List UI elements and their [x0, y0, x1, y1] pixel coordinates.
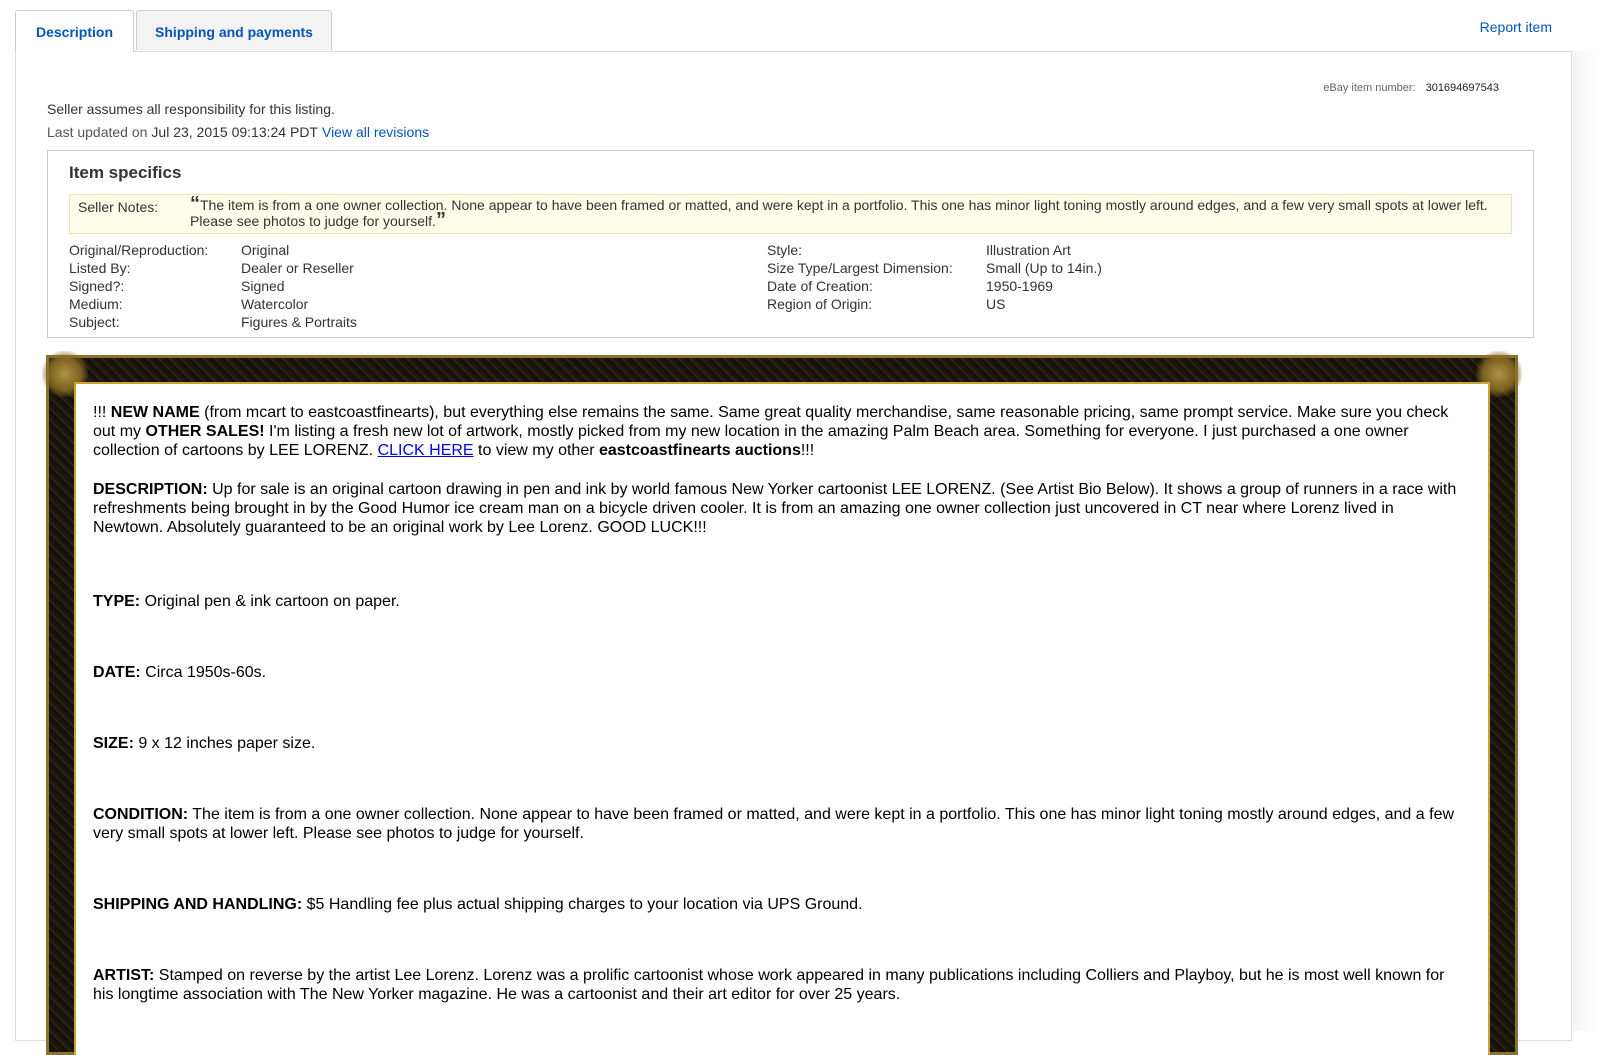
seller-responsibility-text: Seller assumes all responsibility for this listing.	[47, 101, 335, 117]
item-number-label: eBay item number:	[1323, 82, 1416, 94]
item-number	[1323, 82, 1499, 94]
date-section	[93, 663, 1463, 682]
last-updated-label: Last updated on	[47, 124, 148, 140]
section-label: ARTIST:	[93, 967, 155, 984]
spec-key: Listed By:	[69, 260, 131, 276]
spec-row	[69, 295, 669, 313]
section-label: SIZE:	[93, 735, 134, 752]
seller-description-content	[74, 382, 1490, 1055]
spec-row	[767, 295, 1467, 313]
spec-value: Illustration Art	[986, 242, 1071, 258]
spec-value: Signed	[241, 278, 285, 294]
seller-notes-value: The item is from a one owner collection. None appear to have been framed or matted, and were kept in a portfolio. This one has minor light toning mostly around edges, and a few very small spots at lower left. Please see photos to judge for yourself.	[190, 197, 1488, 229]
ornate-frame	[46, 355, 1518, 1055]
spec-key: Style:	[767, 242, 803, 258]
size-section	[93, 734, 1463, 753]
description-section	[93, 480, 1463, 537]
section-label: CONDITION:	[93, 806, 189, 823]
spec-key: Date of Creation:	[767, 278, 873, 294]
section-label: DATE:	[93, 664, 141, 681]
spec-key: Subject:	[69, 314, 120, 330]
spec-key: Size Type/Largest Dimension:	[767, 260, 953, 276]
last-updated	[47, 124, 429, 140]
shipping-section	[93, 895, 1463, 914]
last-updated-date: Jul 23, 2015 09:13:24 PDT	[151, 124, 318, 140]
section-text: 9 x 12 inches paper size.	[133, 735, 316, 752]
auctions-text: eastcoastfinearts auctions	[598, 442, 801, 459]
item-number-value: 301694697543	[1425, 82, 1499, 94]
open-quote-icon: “	[190, 193, 200, 215]
other-sales-text: OTHER SALES!	[145, 423, 265, 440]
spec-value: Original	[241, 242, 290, 258]
condition-section	[93, 805, 1463, 843]
spec-row	[767, 259, 1467, 277]
section-text: Stamped on reverse by the artist Lee Lorenz. Lorenz was a prolific cartoonist whose work appeared in many publications including Colliers and Playboy, but he is most well known for his longtime association with The New Yorker magazine. He was a cartoonist and their art editor for over 25 years.	[93, 967, 1445, 1003]
spec-value: Dealer or Reseller	[241, 260, 354, 276]
panel-shadow	[1572, 51, 1600, 1031]
section-text: Up for sale is an original cartoon drawing in pen and ink by world famous New Yorker cartoonist LEE LORENZ. (See Artist Bio Below). It shows a group of runners in a race with refreshments being brought in by the Good Humor ice cream man on a bicycle driven cooler. It is from an amazing one owner collection just uncovered in CT near where Lorenz lived in Newtown. Absolutely guaranteed to be an original work by Lee Lorenz. GOOD LUCK!!!	[93, 481, 1457, 536]
tab-description[interactable]: Description	[15, 10, 134, 52]
spec-key: Signed?:	[69, 278, 125, 294]
section-text: $5 Handling fee plus actual shipping charges to your location via UPS Ground.	[302, 896, 863, 913]
close-quote-icon: ”	[435, 209, 446, 231]
spec-value: US	[986, 296, 1006, 312]
seller-notes-box	[69, 194, 1512, 234]
section-label: TYPE:	[93, 593, 141, 610]
spec-row	[69, 259, 669, 277]
artist-section	[93, 966, 1463, 1004]
spec-row	[767, 241, 1467, 259]
spec-row	[767, 277, 1467, 295]
spec-row	[69, 313, 669, 331]
spec-row	[69, 241, 669, 259]
spec-key: Region of Origin:	[767, 296, 873, 312]
seller-notes-text	[190, 193, 1490, 231]
seller-notes-label: Seller Notes:	[78, 199, 159, 215]
section-text: Original pen & ink cartoon on paper.	[140, 593, 400, 610]
tab-shipping-and-payments[interactable]: Shipping and payments	[136, 10, 332, 50]
view-all-revisions-link[interactable]: View all revisions	[321, 124, 430, 140]
spec-value: Watercolor	[241, 296, 309, 312]
spec-value: Figures & Portraits	[241, 314, 357, 330]
section-label: DESCRIPTION:	[93, 481, 208, 498]
spec-key: Original/Reproduction:	[69, 242, 209, 258]
specifics-left-column	[69, 241, 669, 331]
spec-value: Small (Up to 14in.)	[986, 260, 1102, 276]
section-text: Circa 1950s-60s.	[140, 664, 267, 681]
spec-row	[69, 277, 669, 295]
section-text: The item is from a one owner collection. None appear to have been framed or matted, and were kept in a portfolio. This one has minor light toning mostly around edges, and a few very small spots at lower left. Please see photos to judge for yourself.	[93, 806, 1455, 842]
intro-paragraph: !!! NEW NAME (from mcart to eastcoastfinearts), but everything else remains the same. Same great quality merchandise, same reasonable pricing, same prompt service. Make sure you check out my OTHER SALES! I'm listing a fresh new lot of artwork, mostly picked from my new location in the amazing Palm Beach area. Something for everyone. I just purchased a one owner collection of cartoons by LEE LORENZ. CLICK HERE to view my other eastcoastfinearts auctions!!!	[93, 404, 1449, 459]
item-specifics-title: Item specifics	[69, 163, 182, 182]
report-item-link[interactable]: Report item	[1479, 19, 1552, 35]
specifics-right-column	[767, 241, 1467, 313]
type-section	[93, 592, 1463, 611]
new-name-heading: NEW NAME	[110, 404, 200, 421]
spec-key: Medium:	[69, 296, 123, 312]
click-here-link[interactable]: CLICK HERE	[377, 442, 474, 459]
item-specifics-box	[47, 150, 1534, 338]
section-label: SHIPPING AND HANDLING:	[93, 896, 303, 913]
spec-value: 1950-1969	[986, 278, 1053, 294]
